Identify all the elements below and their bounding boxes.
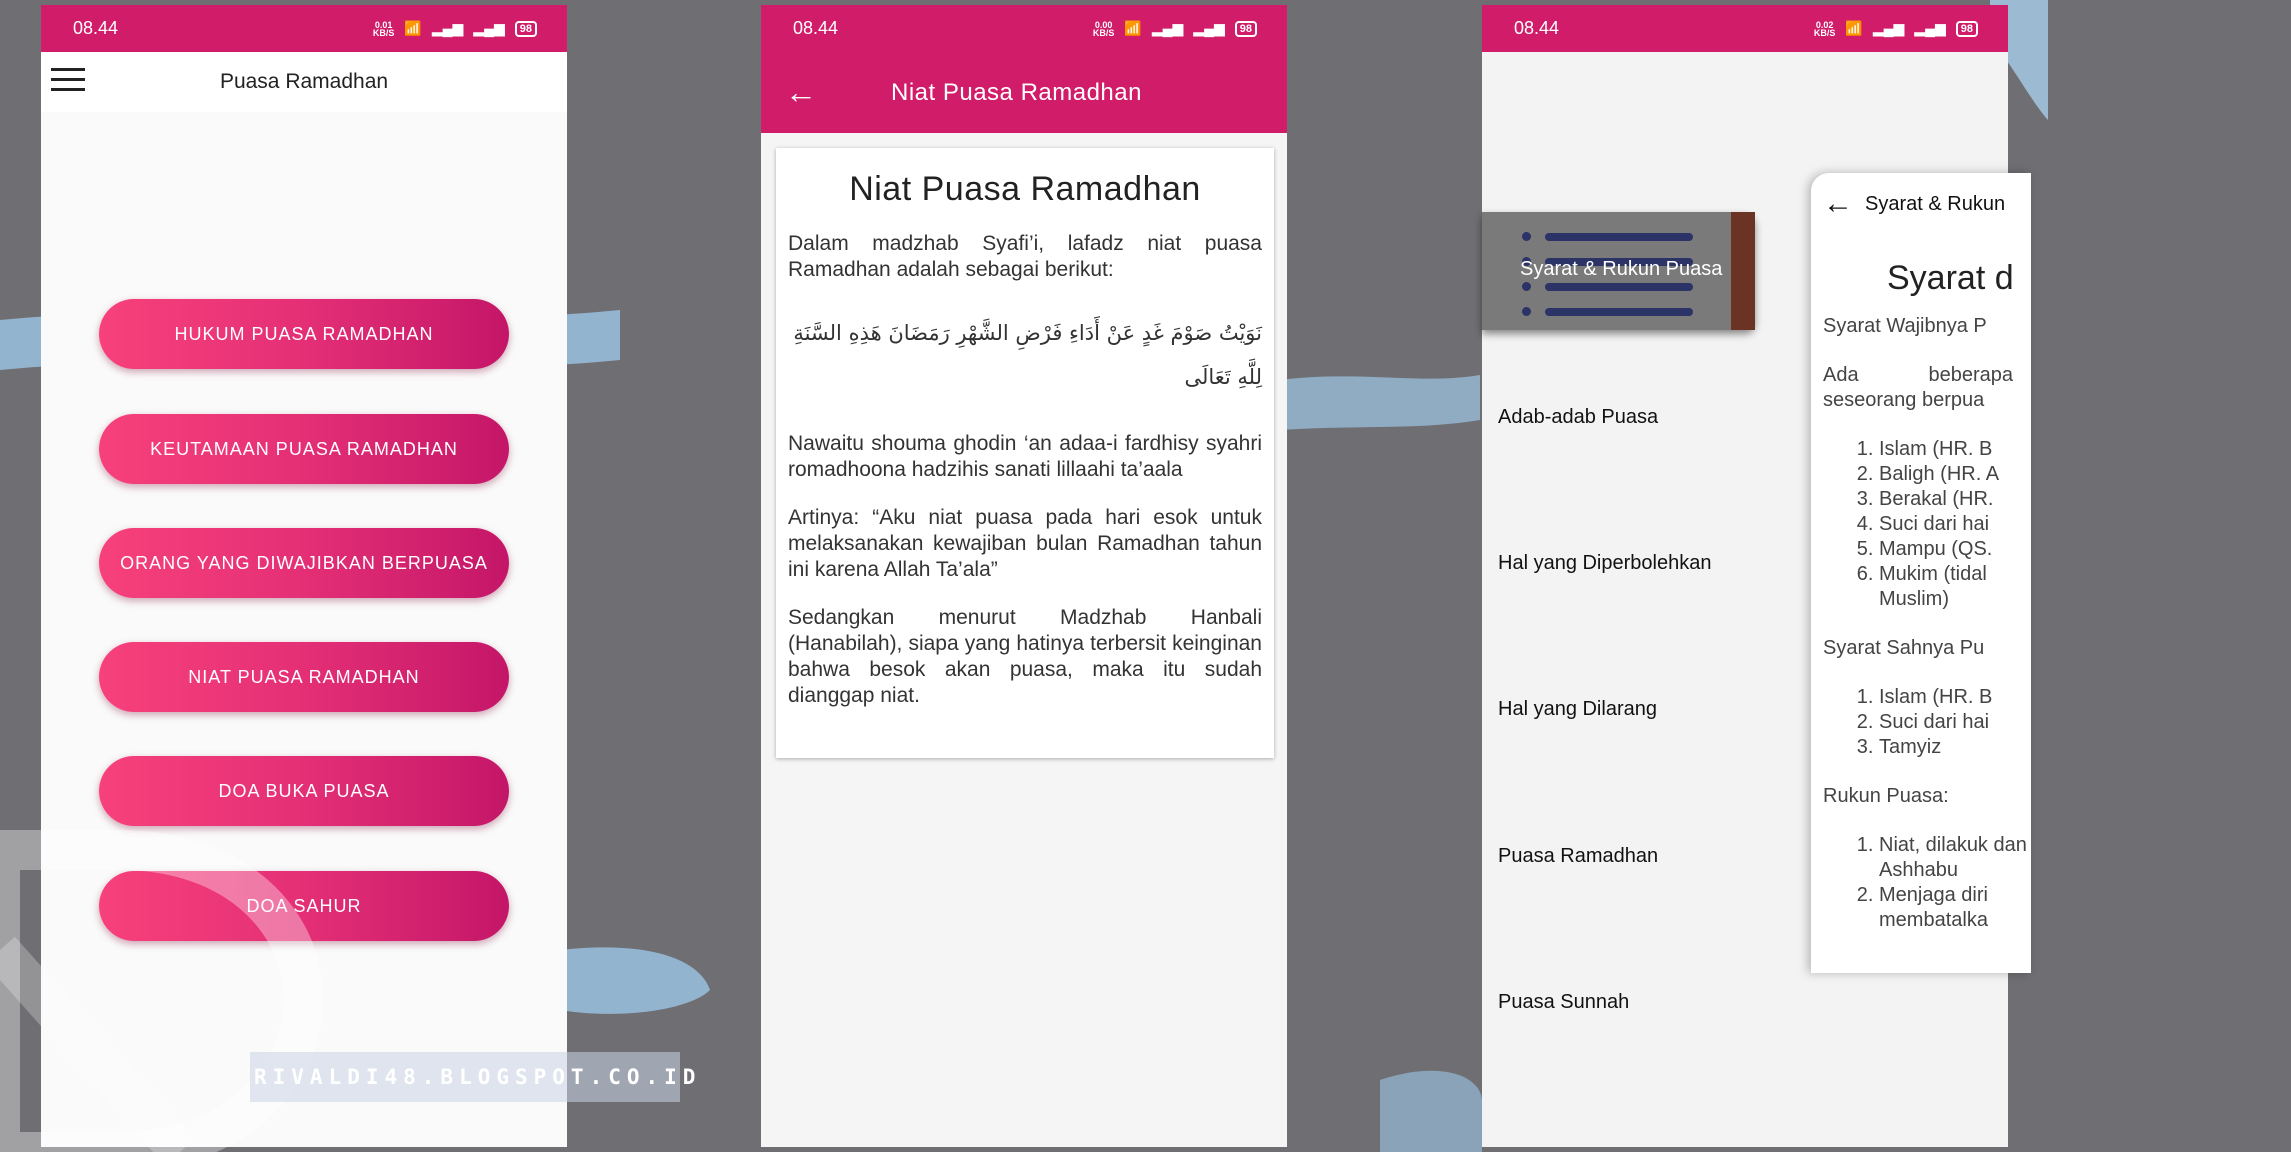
sahnya-label: Syarat Sahnya Pu <box>1823 637 1985 659</box>
drawer-header-strip <box>1731 212 1755 330</box>
list-item: 4. Suci dari hai <box>1879 512 2291 537</box>
intro-text: Dalam madzhab Syafi’i, lafadz niat puasa Ramadhan adalah sebagai berikut: <box>788 232 1262 281</box>
status-time: 08.44 <box>73 18 119 38</box>
back-arrow-icon[interactable]: ← <box>1823 187 1853 220</box>
signal-icon: ▂▄▆ <box>431 20 464 36</box>
wifi-icon: 📶 <box>404 20 422 36</box>
sahnya-list <box>1823 685 2291 760</box>
app-bar <box>761 52 1287 133</box>
battery-icon: 98 <box>1235 21 1257 37</box>
rukun-list <box>1823 833 2291 933</box>
phone-screen-niat <box>761 5 1287 1147</box>
list-item: 6. Mukim (tidal Muslim) <box>1879 562 2029 612</box>
drawer-item-dilarang[interactable]: Hal yang Dilarang <box>1498 698 1657 720</box>
status-time: 08.44 <box>793 18 839 38</box>
list-item: 1. Islam (HR. B <box>1879 685 2291 710</box>
drawer-item-diperbolehkan[interactable]: Hal yang Diperbolehkan <box>1498 552 1712 574</box>
app-bar <box>41 52 567 112</box>
menu-button-diwajibkan[interactable]: ORANG YANG DIWAJIBKAN BERPUASA <box>99 528 509 598</box>
menu-button-doa-buka[interactable]: DOA BUKA PUASA <box>99 756 509 826</box>
sliding-detail-screen <box>1811 173 2031 973</box>
signal-icon: ▂▄▆ <box>1872 20 1905 36</box>
detail-heading: Syarat d <box>1887 259 2014 297</box>
net-speed-indicator: 0.02 KB/S <box>1813 19 1836 38</box>
card-heading: Niat Puasa Ramadhan <box>849 170 1201 208</box>
page-title: Puasa Ramadhan <box>219 70 389 93</box>
watermark-text: RIVALDI48.BLOGSPOT.CO.ID <box>250 1052 680 1102</box>
page-title: Niat Puasa Ramadhan <box>891 78 1142 106</box>
list-item: 3. Tamyiz <box>1879 735 2291 760</box>
status-icons <box>1814 20 1978 37</box>
list-item: 2. Baligh (HR. A <box>1879 462 2291 487</box>
list-item: 3. Berakal (HR. <box>1879 487 2291 512</box>
status-bar <box>761 5 1287 52</box>
menu-button-keutamaan[interactable]: KEUTAMAAN PUASA RAMADHAN <box>99 414 509 484</box>
list-item: 1. Niat, dilakuk dan Ashhabu <box>1879 833 2029 883</box>
status-bar <box>1482 5 2008 52</box>
list-item: 1. Islam (HR. B <box>1879 437 2291 462</box>
signal-icon: ▂▄▆ <box>1151 20 1184 36</box>
status-bar <box>41 5 567 52</box>
watermark-logo <box>0 830 330 1152</box>
hanbali-text: Sedangkan menurut Madzhab Hanbali (Hanabilah), siapa yang hatinya terbersit keinginan bahwa besok akan puasa, maka itu sudah dianggap niat. <box>788 606 1262 707</box>
hamburger-menu-icon[interactable] <box>51 68 85 94</box>
list-item: 2. Menjaga diri membatalka <box>1879 883 2029 933</box>
wajib-desc: Ada beberapa seseorang berpua <box>1823 364 2013 411</box>
drawer-item-adab[interactable]: Adab-adab Puasa <box>1498 406 1659 428</box>
rukun-label: Rukun Puasa: <box>1823 785 1949 807</box>
status-icons <box>1093 20 1257 37</box>
battery-icon: 98 <box>1956 21 1978 37</box>
wifi-icon: 📶 <box>1124 20 1142 36</box>
list-item: 2. Suci dari hai <box>1879 710 2291 735</box>
arabic-niat-text: نَوَيْتُ صَوْمَ غَدٍ عَنْ أَدَاءِ فَرْضِ الشَّهْرِ رَمَضَانَ هَذِهِ السَّنَةِ لِلَّهِ تَعَالَى <box>793 321 1262 389</box>
signal-icon-2: ▂▄▆ <box>1914 20 1946 36</box>
list-illustration-icon <box>1522 232 1693 332</box>
detail-bar-title: Syarat & Rukun <box>1865 192 2006 215</box>
menu-button-doa-sahur[interactable]: DOA SAHUR <box>99 871 509 941</box>
wifi-icon: 📶 <box>1845 20 1863 36</box>
net-speed-indicator: 0.00 KB/S <box>1092 19 1115 38</box>
list-item: 5. Mampu (QS. <box>1879 537 2291 562</box>
back-arrow-icon[interactable]: ← <box>785 74 817 110</box>
latin-text: Nawaitu shouma ghodin ‘an adaa-i fardhisy syahri romadhoona hadzihis sanati lillaahi ta’aala <box>788 432 1262 481</box>
drawer-header-title: Syarat & Rukun Puasa <box>1520 258 1723 280</box>
drawer-header[interactable] <box>1482 212 1755 330</box>
drawer-item-puasa-sunnah[interactable]: Puasa Sunnah <box>1498 991 1630 1013</box>
wajib-label: Syarat Wajibnya P <box>1823 315 1987 337</box>
drawer-item-puasa-ramadhan[interactable]: Puasa Ramadhan <box>1498 845 1659 867</box>
status-icons <box>373 20 537 37</box>
signal-icon-2: ▂▄▆ <box>1193 20 1225 36</box>
status-time: 08.44 <box>1514 18 1560 38</box>
net-speed-indicator: 0.01 KB/S <box>372 19 395 38</box>
menu-button-niat[interactable]: NIAT PUASA RAMADHAN <box>99 642 509 712</box>
content-card <box>776 148 1274 758</box>
menu-button-hukum[interactable]: HUKUM PUASA RAMADHAN <box>99 299 509 369</box>
signal-icon-2: ▂▄▆ <box>473 20 505 36</box>
wajib-list <box>1823 437 2291 612</box>
detail-app-bar <box>1823 173 2291 235</box>
battery-icon: 98 <box>515 21 537 37</box>
phone-screen-drawer <box>1482 5 2027 1147</box>
meaning-text: Artinya: “Aku niat puasa pada hari esok untuk melaksanakan kewajiban bulan Ramadhan tahun ini karena Allah Ta’ala” <box>788 506 1262 581</box>
